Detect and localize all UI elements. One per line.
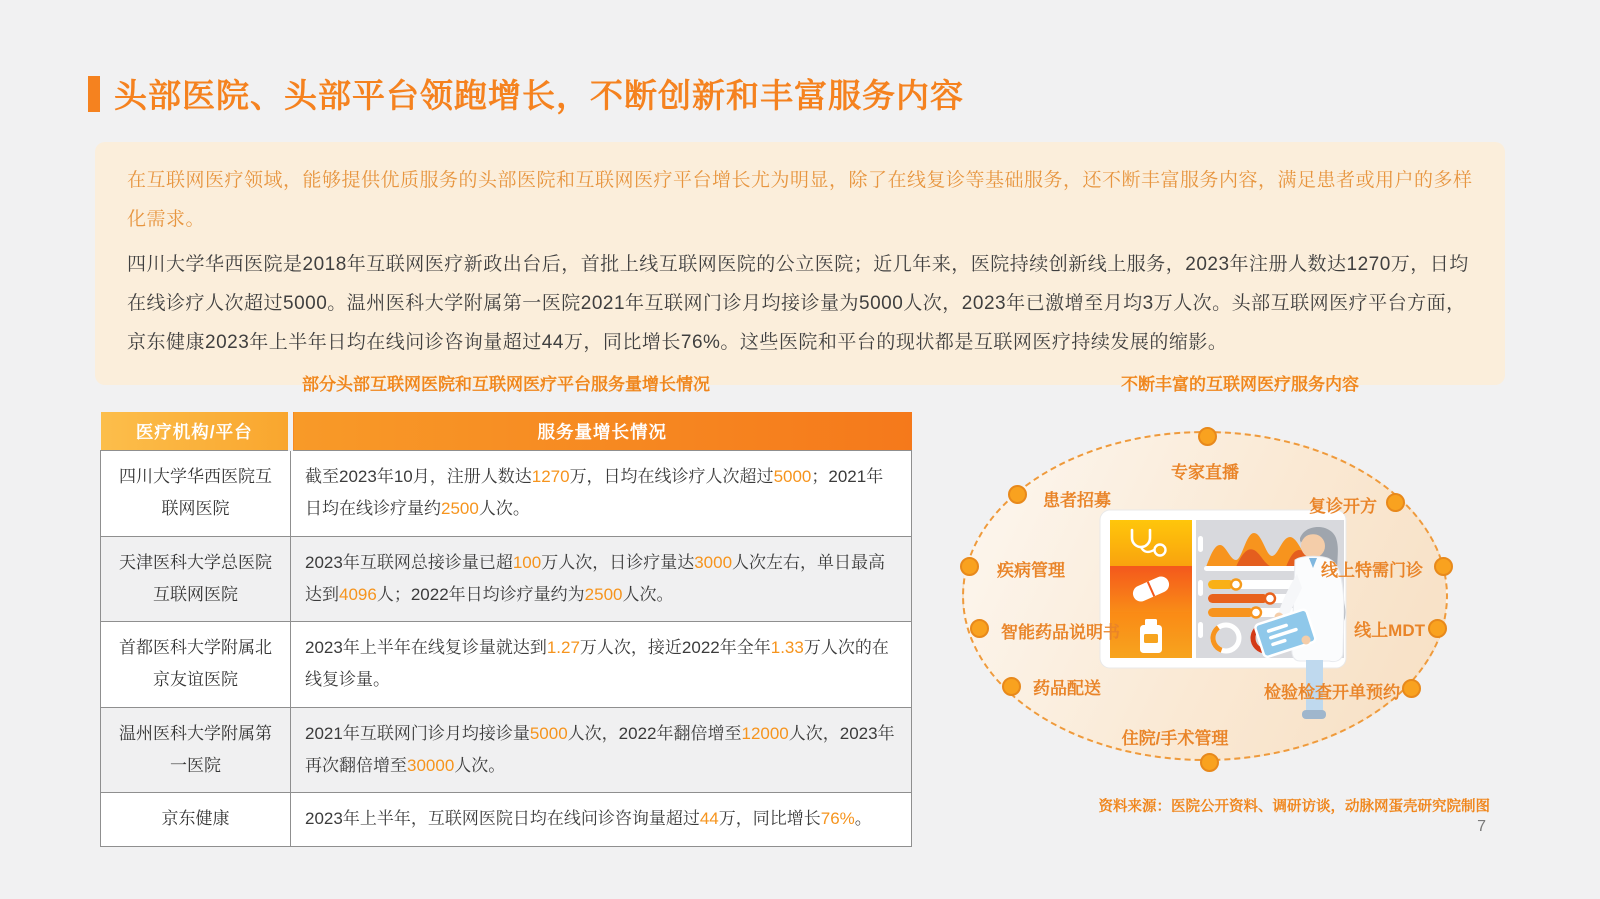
table-header-row: [101, 412, 912, 451]
title-block: [88, 70, 964, 117]
source-note: 资料来源：医院公开资料、调研访谈，动脉网蛋壳研究院制图: [1098, 799, 1490, 815]
diagram-label-drug-delivery: 药品配送: [1033, 679, 1101, 698]
pill-icon: [1110, 566, 1192, 612]
col-header-org: 医疗机构/平台: [101, 412, 291, 451]
diagram-label-inpatient-surgery: 住院/手术管理: [1121, 729, 1229, 748]
node-dot: [1386, 493, 1405, 512]
diagram-label-disease-management: 疾病管理: [997, 561, 1065, 580]
diagram-label-expert-live: 专家直播: [1171, 463, 1239, 482]
page-number: 7: [1477, 818, 1486, 835]
col-header-growth: 服务量增长情况: [291, 412, 912, 451]
table-row: [101, 793, 912, 846]
growth-table: [100, 412, 912, 847]
node-dot: [1434, 557, 1453, 576]
node-dot: [960, 557, 979, 576]
growth-cell: 2023年互联网总接诊量已超100万人次，日诊疗量达3000人次左右，单日最高达到4096人；2022年日均诊疗量约为2500人次。: [291, 536, 912, 622]
table-title: 部分头部互联网医院和互联网医疗平台服务量增长情况: [302, 375, 710, 394]
diagram-label-online-special-clinic: 线上特需门诊: [1321, 561, 1423, 580]
stethoscope-icon: [1110, 520, 1192, 566]
org-cell: 京东健康: [101, 793, 291, 846]
page-title: 头部医院、头部平台领跑增长，不断创新和丰富服务内容: [114, 77, 964, 114]
diagram-label-repeat-prescription: 复诊开方: [1309, 497, 1377, 516]
org-cell: 天津医科大学总医院互联网医院: [101, 536, 291, 622]
diagram-label-test-booking: 检验检查开单预约: [1264, 683, 1400, 702]
node-dot: [1428, 619, 1447, 638]
org-cell: 四川大学华西医院互联网医院: [101, 451, 291, 537]
title-accent-bar: [88, 76, 100, 112]
table-row: [101, 707, 912, 793]
growth-cell: 2023年上半年，互联网医院日均在线问诊咨询量超过44万，同比增长76%。: [291, 793, 912, 846]
node-dot: [1002, 677, 1021, 696]
table-row: [101, 451, 912, 537]
table-row: [101, 622, 912, 708]
node-dot: [1402, 679, 1421, 698]
intro-highlight-paragraph: 在互联网医疗领域，能够提供优质服务的头部医院和互联网医疗平台增长尤为明显，除了在线复诊等基础服务，还不断丰富服务内容，满足患者或用户的多样化需求。: [127, 170, 1473, 230]
org-cell: 温州医科大学附属第一医院: [101, 707, 291, 793]
node-dot: [1198, 427, 1217, 446]
diagram-title: 不断丰富的互联网医疗服务内容: [1121, 375, 1359, 394]
growth-cell: 截至2023年10月，注册人数达1270万，日均在线诊疗人次超过5000；2021年日均在线诊疗量约2500人次。: [291, 451, 912, 537]
diagram-label-online-mdt: 线上MDT: [1354, 621, 1425, 640]
node-dot: [1200, 753, 1219, 772]
service-diagram: [945, 406, 1465, 788]
diagram-label-smart-drug-instructions: 智能药品说明书: [1001, 623, 1120, 642]
org-cell: 首都医科大学附属北京友谊医院: [101, 622, 291, 708]
node-dot: [970, 619, 989, 638]
growth-cell: 2021年互联网门诊月均接诊量5000人次，2022年翻倍增至12000人次，2023年再次翻倍增至30000人次。: [291, 707, 912, 793]
intro-body-paragraph: 四川大学华西医院是2018年互联网医疗新政出台后，首批上线互联网医院的公立医院；近几年来，医院持续创新线上服务，2023年注册人数达1270万，日均在线诊疗人次超过5000。温州医科大学附属第一医院2021年互联网门诊月均接诊量为5000人次，2023年已激增至月均3万人次。头部互联网医疗平台方面，京东健康2023年上半年日均在线问诊咨询量超过44万，同比增长76%。这些医院和平台的现状都是互联网医疗持续发展的缩影。: [127, 253, 1469, 353]
node-dot: [1008, 485, 1027, 504]
medicine-bottle-icon: [1110, 612, 1192, 658]
intro-panel: [95, 142, 1505, 385]
diagram-label-patient-recruitment: 患者招募: [1043, 491, 1111, 510]
growth-cell: 2023年上半年在线复诊量就达到1.27万人次，接近2022年全年1.33万人次的在线复诊量。: [291, 622, 912, 708]
table-row: [101, 536, 912, 622]
